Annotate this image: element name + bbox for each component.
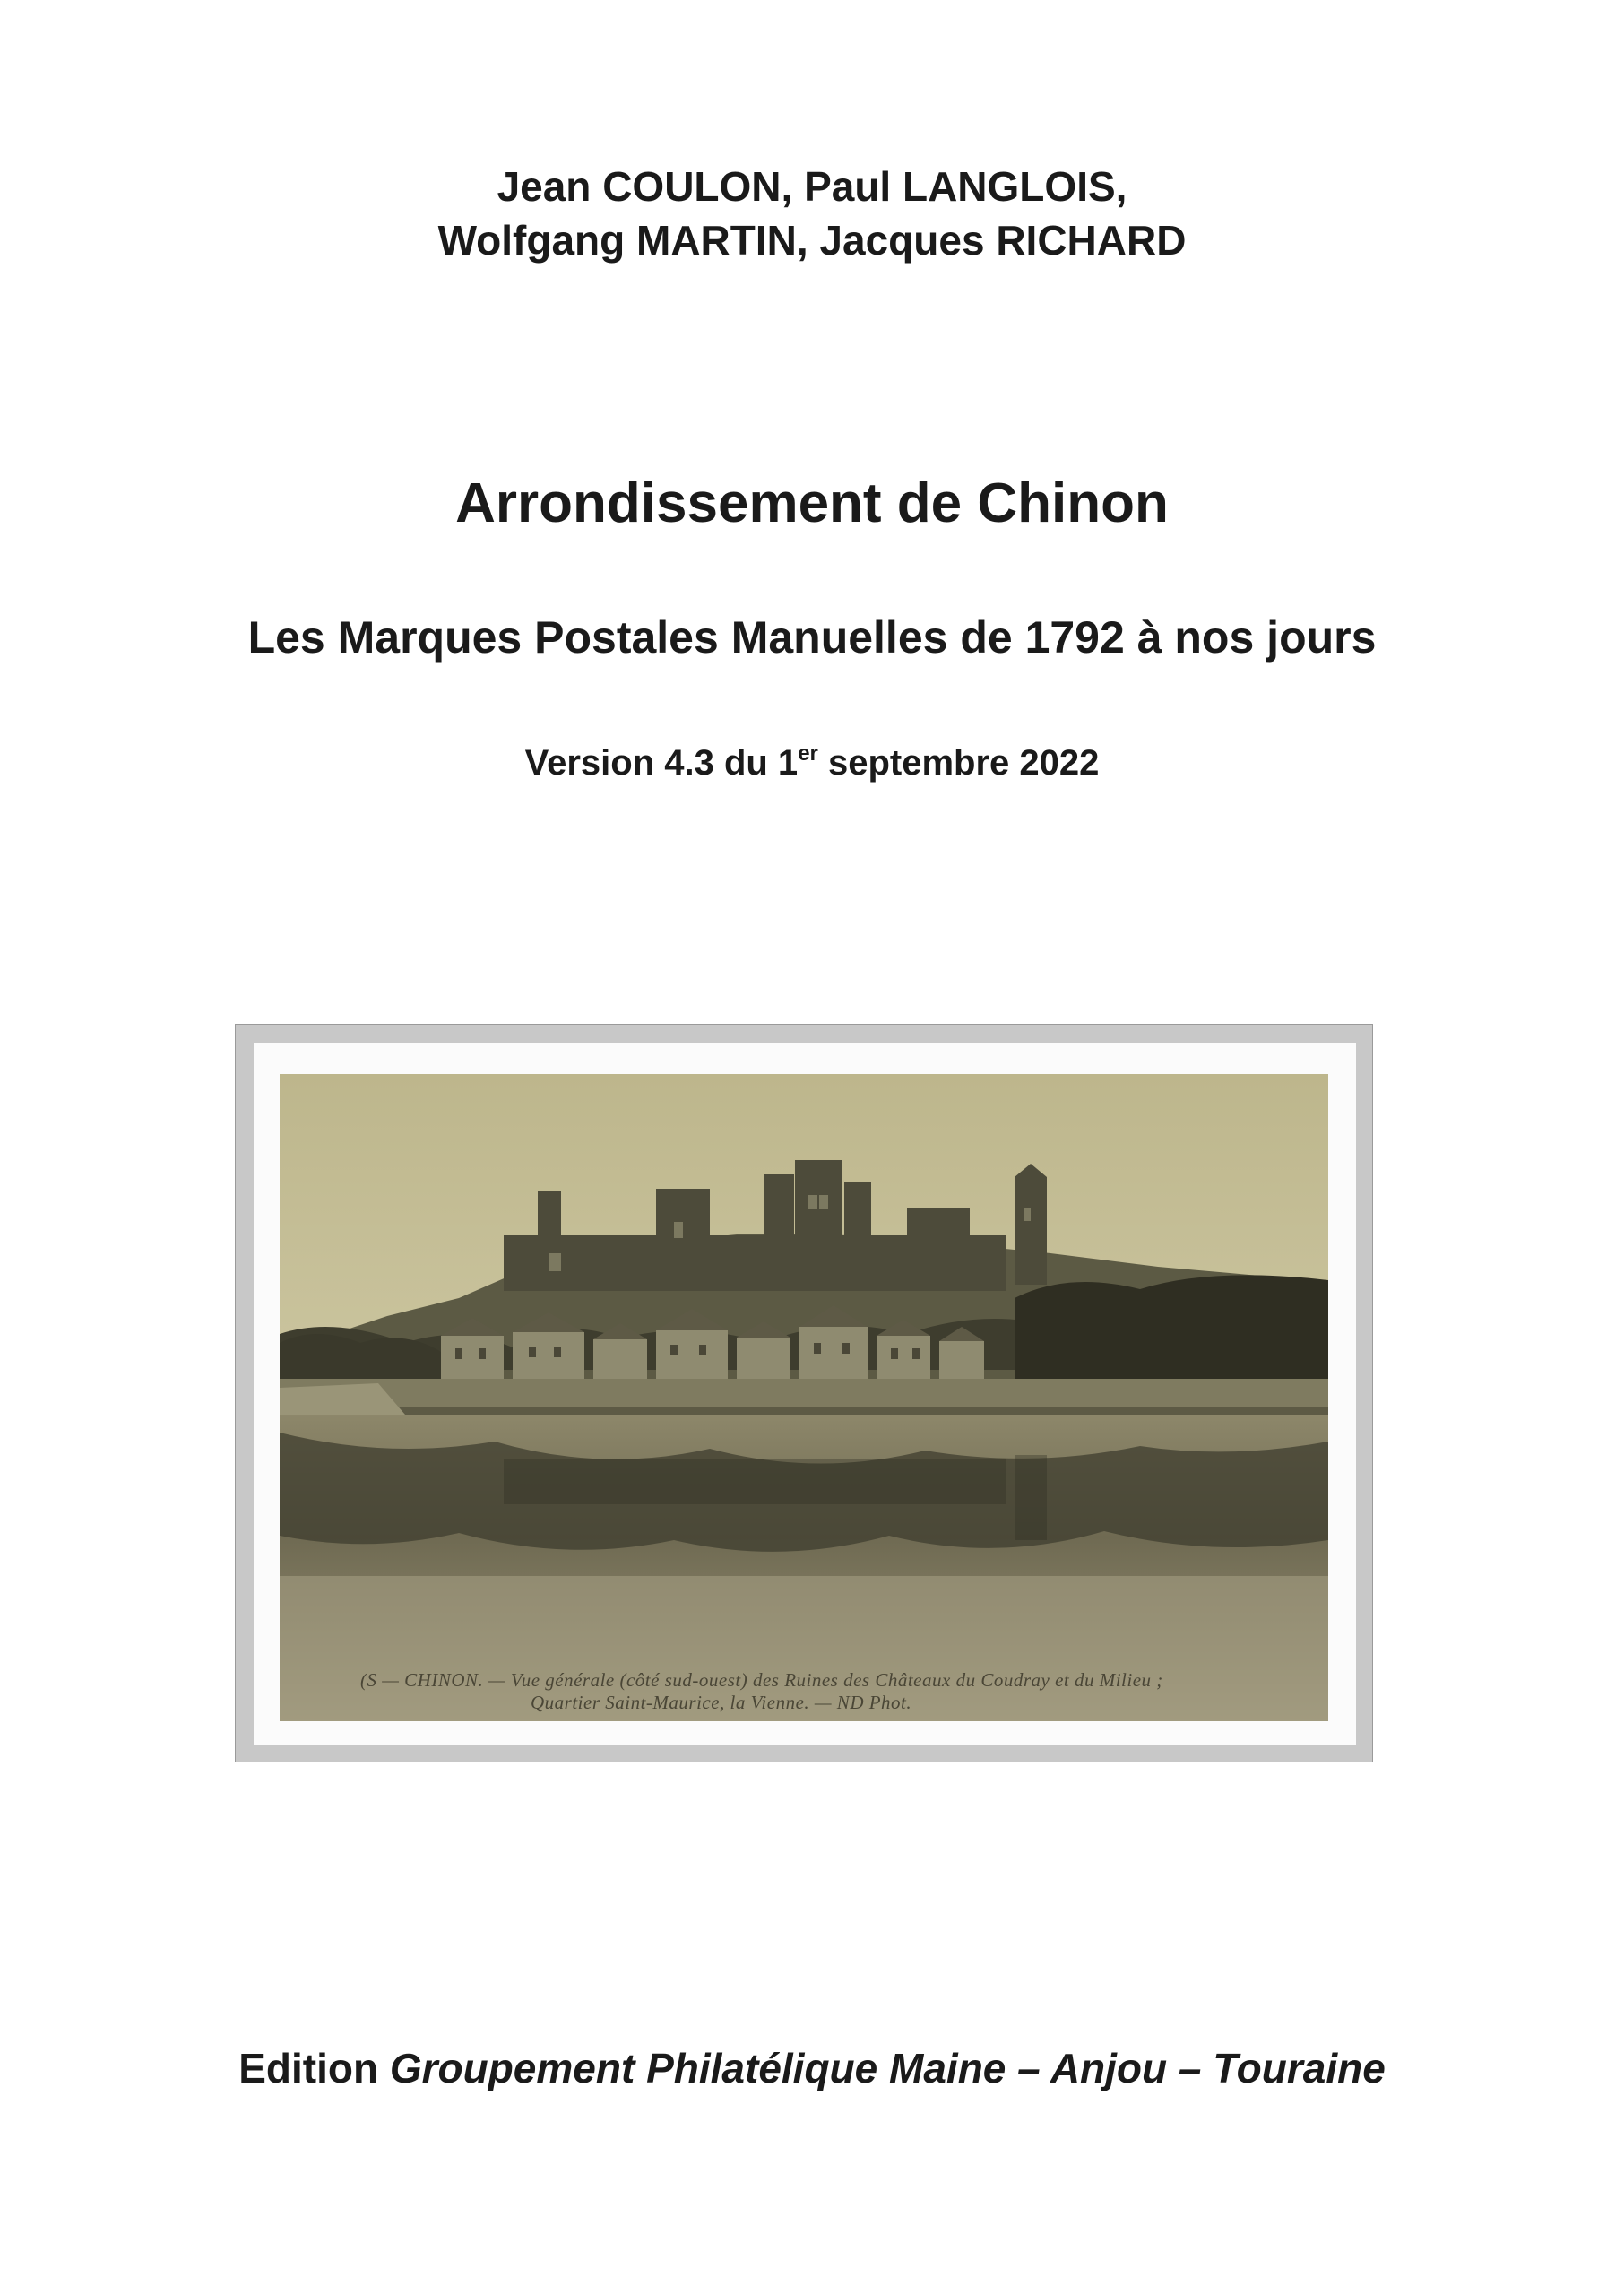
document-subtitle: Les Marques Postales Manuelles de 1792 à nos jours [247,612,1377,663]
version-suffix: septembre 2022 [817,743,1100,783]
authors-line-1: Jean COULON, Paul LANGLOIS, [497,163,1127,210]
version-line [0,731,1624,786]
caption-line-2: Quartier Saint-Maurice, la Vienne. — ND Phot. [531,1692,912,1713]
postcard-mat [254,1043,1356,1745]
publisher-line [0,2042,1624,2094]
chinon-castle-illustration [280,1074,1328,1721]
authors-line-2: Wolfgang MARTIN, Jacques RICHARD [437,217,1187,264]
publisher-prefix: Edition [238,2045,390,2091]
caption-line-1: (S — CHINON. — Vue générale (côté sud-ouest) des Ruines des Châteaux du Coudray et du Milieu ; [360,1669,1163,1691]
version-prefix: Version 4.3 du 1 [524,743,799,783]
authors-block [0,160,1624,267]
postcard-caption [360,1669,1292,1714]
publisher-name: Groupement Philatélique Maine – Anjou – Touraine [389,2045,1386,2091]
postcard-photo [280,1074,1328,1721]
document-title: Arrondissement de Chinon [455,472,1169,534]
postcard-frame [235,1024,1373,1762]
version-superscript: er [798,741,818,766]
